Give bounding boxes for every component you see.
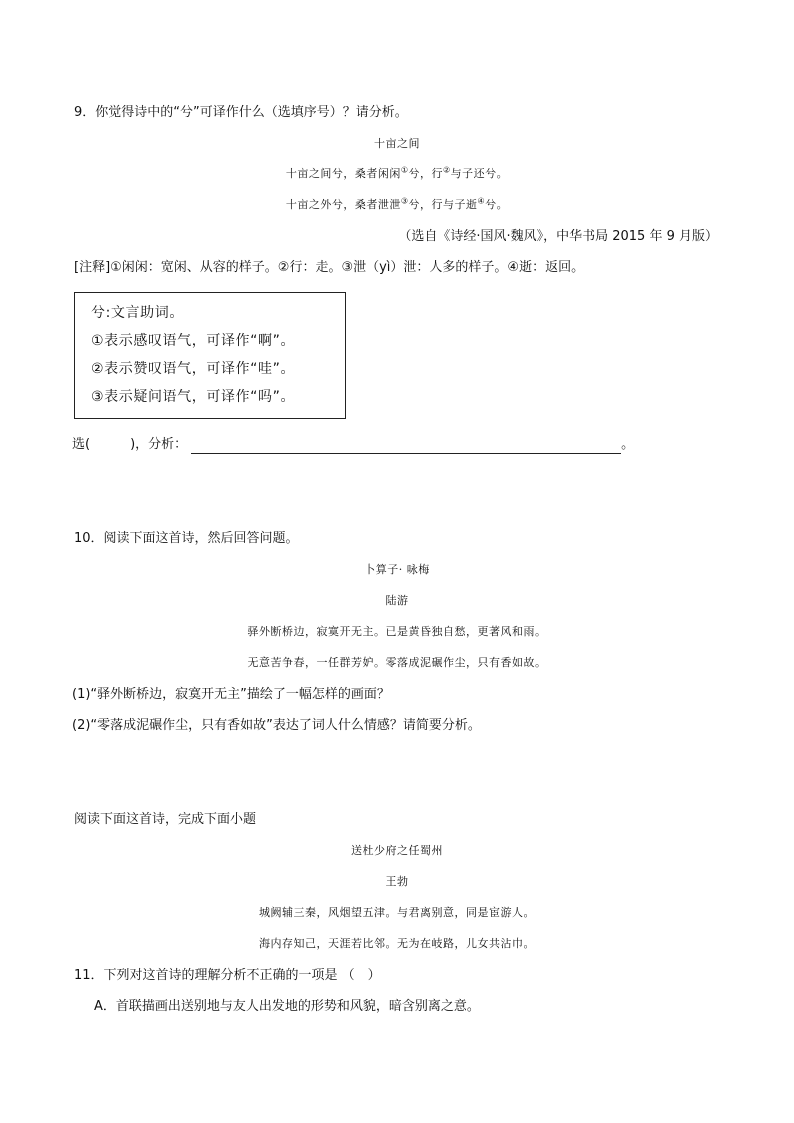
q9-answer-row: [72, 436, 634, 454]
q10-sub-question-1: (1)“驿外断桥边，寂寞开无主”描绘了一幅怎样的画面？: [72, 687, 390, 702]
q9-poem-line-2: [0, 197, 794, 213]
q9-prompt: 9．你觉得诗中的“兮”可译作什么（选填序号）？请分析。: [74, 105, 408, 120]
box-line-3: ②表示赞叹语气，可译作“哇”。: [91, 361, 296, 377]
q11-prompt: 11．下列对这首诗的理解分析不正确的一项是 （ ）: [74, 968, 381, 983]
q11-option-a[interactable]: A．首联描画出送别地与友人出发地的形势和风貌，暗含别离之意。: [94, 999, 480, 1014]
q10-poem-line-2: 无意苦争春，一任群芳妒。零落成泥碾作尘，只有香如故。: [247, 656, 547, 669]
q9-line1-c: 与子还兮。: [450, 167, 509, 180]
q11-poem-line-2: 海内存知己，天涯若比邻。无为在岐路，儿女共沾巾。: [259, 937, 535, 950]
analysis-blank-line[interactable]: [191, 439, 621, 454]
note-mark-2: ②: [443, 165, 451, 175]
q11-poem-line-1: 城阙辅三秦，风烟望五津。与君离别意，同是宦游人。: [259, 906, 535, 919]
q11-author: 王勃: [385, 875, 409, 888]
q11-intro: 阅读下面这首诗，完成下面小题: [74, 812, 257, 827]
answer-prefix: 选(: [72, 437, 91, 452]
q10-poem-title: 卜算子· 咏梅: [364, 563, 430, 576]
q11-poem-title: 送杜少府之任蜀州: [351, 844, 443, 857]
q9-line1-a: 十亩之间兮，桑者闲闲: [285, 167, 401, 180]
q10-poem-line-1: 驿外断桥边，寂寞开无主。已是黄昏独自愁，更著风和雨。: [247, 625, 547, 638]
q10-prompt: 10．阅读下面这首诗，然后回答问题。: [74, 531, 299, 546]
q10-author: 陆游: [385, 594, 409, 607]
box-line-1: 兮:文言助词。: [91, 305, 184, 321]
q10-sub-question-2: (2)“零落成泥碾作尘，只有香如故”表达了词人什么情感？请简要分析。: [72, 718, 481, 733]
note-mark-3: ③: [400, 196, 409, 206]
box-line-4: ③表示疑问语气，可译作“吗”。: [91, 389, 296, 405]
q9-line2-b: 兮，行与子逝: [408, 198, 478, 211]
box-line-2: ①表示感叹语气，可译作“啊”。: [91, 333, 296, 349]
answer-mid: )，分析：: [130, 437, 188, 452]
q9-line1-b: 兮，行: [408, 167, 443, 180]
q9-source: （选自《诗经·国风·魏风》，中华书局 2015 年 9 月版）: [398, 229, 718, 244]
note-mark-1: ①: [400, 165, 409, 175]
q9-poem-title: 十亩之间: [374, 137, 420, 150]
answer-end: 。: [621, 437, 635, 452]
q9-line2-c: 兮。: [485, 198, 509, 211]
q9-notes: [注释]①闲闲：宽闲、从容的样子。②行：走。③泄（yì）泄：人多的样子。④逝：返回。: [74, 260, 585, 275]
xi-definition-box: [74, 292, 346, 419]
note-mark-4: ④: [477, 196, 486, 206]
q9-poem-line-1: [0, 166, 794, 182]
q9-line2-a: 十亩之外兮，桑者泄泄: [285, 198, 401, 211]
